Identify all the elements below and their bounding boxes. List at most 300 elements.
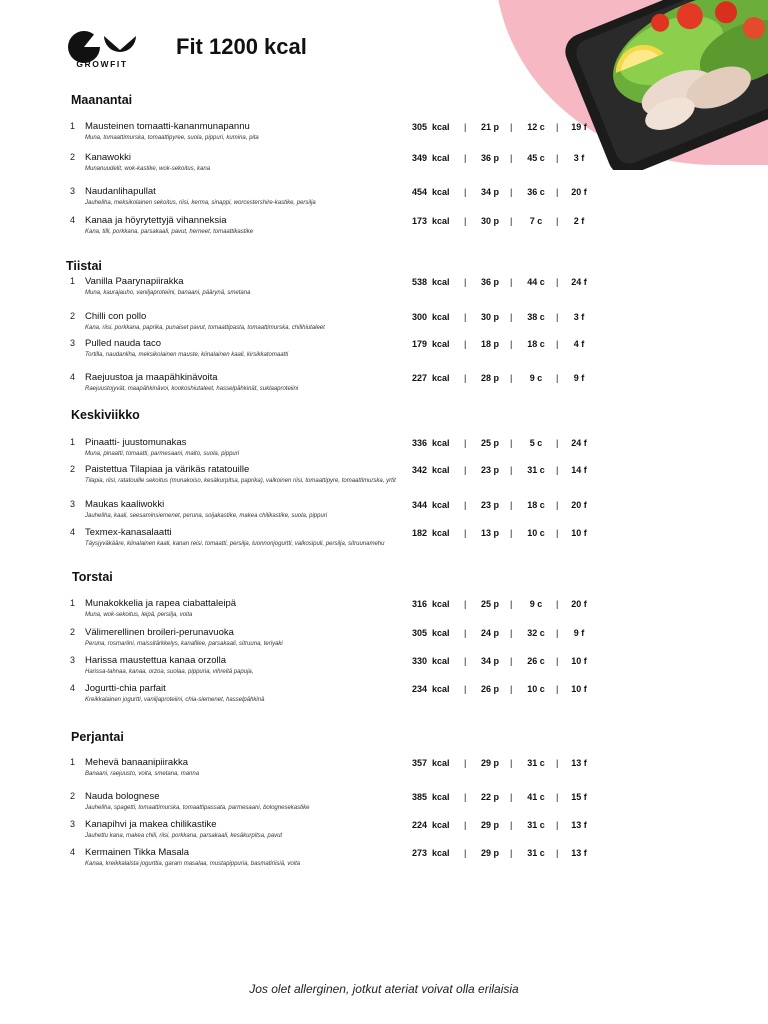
protein-unit: p bbox=[493, 656, 500, 666]
meal-number: 3 bbox=[70, 655, 76, 665]
carbs-cell bbox=[521, 153, 551, 163]
column-separator: | bbox=[464, 758, 467, 768]
column-separator: | bbox=[556, 187, 559, 197]
meal-ingredients: Kanaa, kreikkalaista jogurttia, garam masalaa, mustapippuria, basmatiriisiä, voita bbox=[85, 861, 301, 867]
carbs-cell bbox=[521, 684, 551, 694]
fat-cell bbox=[566, 758, 592, 768]
column-separator: | bbox=[510, 216, 513, 226]
fat-value: 3 bbox=[573, 312, 579, 322]
kcal-value: 173 bbox=[411, 216, 427, 226]
meal-name: Pulled nauda taco bbox=[85, 338, 162, 349]
fat-cell bbox=[566, 277, 592, 287]
column-separator: | bbox=[556, 500, 559, 510]
protein-unit: p bbox=[493, 684, 500, 694]
meal-number: 4 bbox=[70, 683, 76, 693]
fat-unit: f bbox=[583, 684, 587, 694]
carbs-unit: c bbox=[537, 373, 543, 383]
kcal-unit: kcal bbox=[432, 848, 450, 858]
protein-unit: p bbox=[493, 848, 500, 858]
fat-value: 13 bbox=[571, 820, 582, 830]
kcal-value: 336 bbox=[411, 438, 427, 448]
carbs-cell bbox=[521, 628, 551, 638]
protein-value: 29 bbox=[480, 820, 491, 830]
protein-cell bbox=[475, 758, 505, 768]
meal-number: 3 bbox=[70, 499, 76, 509]
protein-cell bbox=[475, 528, 505, 538]
protein-unit: p bbox=[493, 373, 500, 383]
fat-value: 2 bbox=[573, 216, 579, 226]
carbs-unit: c bbox=[539, 312, 545, 322]
protein-cell bbox=[475, 438, 505, 448]
protein-cell bbox=[475, 312, 505, 322]
meal-name: Harissa maustettua kanaa orzolla bbox=[85, 655, 226, 666]
protein-cell bbox=[475, 599, 505, 609]
kcal-unit: kcal bbox=[432, 628, 450, 638]
column-separator: | bbox=[556, 153, 559, 163]
meal-number: 4 bbox=[70, 215, 76, 225]
meal-ingredients: Muna, pinaatti, tomaatti, parmesaani, maito, suola, pippuri bbox=[85, 451, 240, 457]
column-separator: | bbox=[464, 312, 467, 322]
fat-cell bbox=[566, 599, 592, 609]
carbs-value: 9 bbox=[529, 599, 535, 609]
fat-value: 13 bbox=[571, 848, 582, 858]
carbs-unit: c bbox=[539, 465, 545, 475]
column-separator: | bbox=[510, 792, 513, 802]
meal-number: 2 bbox=[70, 627, 76, 637]
column-separator: | bbox=[510, 656, 513, 666]
fat-unit: f bbox=[583, 465, 587, 475]
carbs-cell bbox=[521, 465, 551, 475]
fat-value: 19 bbox=[571, 122, 582, 132]
column-separator: | bbox=[556, 277, 559, 287]
column-separator: | bbox=[556, 820, 559, 830]
column-separator: | bbox=[556, 599, 559, 609]
kcal-unit: kcal bbox=[432, 758, 450, 768]
kcal-value: 330 bbox=[411, 656, 427, 666]
column-separator: | bbox=[556, 312, 559, 322]
carbs-value: 31 bbox=[527, 848, 538, 858]
protein-value: 28 bbox=[480, 373, 491, 383]
column-separator: | bbox=[556, 438, 559, 448]
kcal-value: 305 bbox=[411, 628, 427, 638]
column-separator: | bbox=[510, 373, 513, 383]
column-separator: | bbox=[464, 339, 467, 349]
column-separator: | bbox=[510, 528, 513, 538]
kcal-unit: kcal bbox=[432, 684, 450, 694]
fat-cell bbox=[566, 848, 592, 858]
protein-value: 30 bbox=[480, 216, 491, 226]
meal-number: 1 bbox=[70, 757, 76, 767]
protein-cell bbox=[475, 277, 505, 287]
carbs-value: 31 bbox=[527, 820, 538, 830]
protein-cell bbox=[475, 216, 505, 226]
carbs-unit: c bbox=[539, 628, 545, 638]
fat-cell bbox=[566, 656, 592, 666]
protein-unit: p bbox=[493, 465, 500, 475]
fat-value: 13 bbox=[571, 758, 582, 768]
meal-number: 1 bbox=[70, 598, 76, 608]
carbs-value: 44 bbox=[527, 277, 538, 287]
protein-value: 24 bbox=[480, 628, 491, 638]
column-separator: | bbox=[464, 187, 467, 197]
protein-value: 23 bbox=[480, 500, 491, 510]
carbs-unit: c bbox=[539, 187, 545, 197]
column-separator: | bbox=[510, 122, 513, 132]
meal-ingredients: Tortilla, naudanliha, meksikolainen mauste, kiinalainen kaali, kirsikkatomaatti bbox=[85, 352, 289, 358]
column-separator: | bbox=[510, 339, 513, 349]
meal-name: Vanilla Paarynapiirakka bbox=[85, 276, 184, 287]
meal-ingredients: Kana, tilli, porkkana, parsakaali, pavut, herneet, tomaattikastike bbox=[85, 229, 254, 235]
fat-value: 3 bbox=[573, 153, 579, 163]
carbs-value: 10 bbox=[527, 684, 538, 694]
fat-cell bbox=[566, 187, 592, 197]
day-heading: Tiistai bbox=[66, 259, 102, 273]
fat-cell bbox=[566, 122, 592, 132]
protein-cell bbox=[475, 339, 505, 349]
column-separator: | bbox=[556, 216, 559, 226]
carbs-value: 26 bbox=[527, 656, 538, 666]
carbs-cell bbox=[521, 848, 551, 858]
protein-unit: p bbox=[493, 153, 500, 163]
fat-unit: f bbox=[583, 277, 587, 287]
carbs-unit: c bbox=[539, 339, 545, 349]
meal-name: Paistettua Tilapiaa ja värikäs ratatouille bbox=[85, 464, 250, 475]
day-heading: Maanantai bbox=[71, 93, 133, 107]
carbs-value: 36 bbox=[527, 187, 538, 197]
protein-unit: p bbox=[493, 599, 500, 609]
fat-unit: f bbox=[581, 628, 585, 638]
kcal-value: 179 bbox=[411, 339, 427, 349]
day-heading: Perjantai bbox=[71, 730, 124, 744]
kcal-unit: kcal bbox=[432, 599, 450, 609]
meal-number: 2 bbox=[70, 311, 76, 321]
protein-cell bbox=[475, 465, 505, 475]
fat-value: 20 bbox=[571, 500, 582, 510]
protein-value: 34 bbox=[480, 656, 491, 666]
meal-ingredients: Kreikkalainen jogurtti, vaniljaproteiini, chia-siemenet, hasselpähkinä bbox=[85, 697, 265, 703]
carbs-cell bbox=[521, 216, 551, 226]
column-separator: | bbox=[464, 500, 467, 510]
meal-number: 2 bbox=[70, 152, 76, 162]
meal-name: Maukas kaaliwokki bbox=[85, 499, 165, 510]
column-separator: | bbox=[464, 792, 467, 802]
fat-unit: f bbox=[583, 122, 587, 132]
kcal-unit: kcal bbox=[432, 528, 450, 538]
kcal-value: 234 bbox=[411, 684, 427, 694]
protein-cell bbox=[475, 792, 505, 802]
carbs-unit: c bbox=[539, 684, 545, 694]
protein-value: 36 bbox=[480, 277, 491, 287]
kcal-unit: kcal bbox=[432, 500, 450, 510]
kcal-value: 385 bbox=[411, 792, 427, 802]
carbs-unit: c bbox=[537, 438, 543, 448]
column-separator: | bbox=[464, 153, 467, 163]
fat-value: 14 bbox=[571, 465, 582, 475]
meal-ingredients: Jauheliha, meksikolainen sekoitus, riisi, kerma, sinappi, worcestershire-kastike, persilja bbox=[85, 200, 316, 206]
carbs-value: 31 bbox=[527, 465, 538, 475]
fat-unit: f bbox=[583, 438, 587, 448]
allergy-note: Jos olet allerginen, jotkut ateriat voivat olla erilaisia bbox=[249, 982, 519, 996]
fat-value: 4 bbox=[573, 339, 579, 349]
meal-name: Mehevä banaanipiirakka bbox=[85, 757, 188, 768]
column-separator: | bbox=[510, 758, 513, 768]
fat-unit: f bbox=[583, 820, 587, 830]
carbs-cell bbox=[521, 820, 551, 830]
protein-value: 26 bbox=[480, 684, 491, 694]
protein-unit: p bbox=[493, 277, 500, 287]
fat-unit: f bbox=[581, 153, 585, 163]
column-separator: | bbox=[464, 848, 467, 858]
carbs-cell bbox=[521, 187, 551, 197]
column-separator: | bbox=[556, 628, 559, 638]
meal-ingredients: Jauheliha, spagetti, tomaattimurska, tomaattipassata, parmesaani, bolognesekastike bbox=[85, 805, 310, 811]
meal-ingredients: Jauhettu kana, makea chili, riisi, porkkana, parsakaali, kesäkurpitsa, pavut bbox=[85, 833, 283, 839]
protein-cell bbox=[475, 848, 505, 858]
meal-number: 4 bbox=[70, 372, 76, 382]
carbs-value: 31 bbox=[527, 758, 538, 768]
protein-value: 30 bbox=[480, 312, 491, 322]
meal-number: 4 bbox=[70, 527, 76, 537]
protein-unit: p bbox=[493, 187, 500, 197]
protein-value: 25 bbox=[480, 438, 491, 448]
carbs-unit: c bbox=[537, 599, 543, 609]
column-separator: | bbox=[510, 599, 513, 609]
fat-cell bbox=[566, 339, 592, 349]
carbs-cell bbox=[521, 599, 551, 609]
fat-value: 15 bbox=[571, 792, 582, 802]
protein-cell bbox=[475, 373, 505, 383]
kcal-value: 227 bbox=[411, 373, 427, 383]
fat-cell bbox=[566, 438, 592, 448]
column-separator: | bbox=[556, 848, 559, 858]
fat-unit: f bbox=[583, 500, 587, 510]
fat-unit: f bbox=[583, 792, 587, 802]
protein-value: 21 bbox=[480, 122, 491, 132]
carbs-cell bbox=[521, 758, 551, 768]
kcal-unit: kcal bbox=[432, 656, 450, 666]
protein-unit: p bbox=[493, 438, 500, 448]
kcal-value: 224 bbox=[411, 820, 427, 830]
column-separator: | bbox=[464, 216, 467, 226]
meal-number: 1 bbox=[70, 276, 76, 286]
carbs-unit: c bbox=[539, 656, 545, 666]
meal-number: 4 bbox=[70, 847, 76, 857]
fat-value: 9 bbox=[573, 373, 579, 383]
carbs-cell bbox=[521, 656, 551, 666]
column-separator: | bbox=[556, 339, 559, 349]
fat-unit: f bbox=[581, 312, 585, 322]
column-separator: | bbox=[464, 656, 467, 666]
carbs-unit: c bbox=[539, 820, 545, 830]
fat-unit: f bbox=[581, 339, 585, 349]
kcal-unit: kcal bbox=[432, 187, 450, 197]
carbs-unit: c bbox=[539, 792, 545, 802]
kcal-value: 300 bbox=[411, 312, 427, 322]
meal-name: Munakokkelia ja rapea ciabattaleipä bbox=[85, 598, 237, 609]
carbs-value: 41 bbox=[527, 792, 538, 802]
meal-name: Kanapihvi ja makea chilikastike bbox=[85, 819, 217, 830]
day-heading: Torstai bbox=[72, 570, 113, 584]
column-separator: | bbox=[556, 465, 559, 475]
carbs-unit: c bbox=[539, 277, 545, 287]
meal-name: Kanawokki bbox=[85, 152, 131, 163]
fat-cell bbox=[566, 465, 592, 475]
meal-number: 3 bbox=[70, 819, 76, 829]
protein-unit: p bbox=[493, 312, 500, 322]
protein-unit: p bbox=[493, 216, 500, 226]
meal-ingredients: Muna, tomaattimurska, tomaattipyree, suola, pippuri, kumina, pita bbox=[85, 135, 259, 141]
kcal-unit: kcal bbox=[432, 820, 450, 830]
kcal-unit: kcal bbox=[432, 373, 450, 383]
fat-cell bbox=[566, 792, 592, 802]
fat-unit: f bbox=[583, 656, 587, 666]
meal-name: Kanaa ja höyrytettyjä vihanneksia bbox=[85, 215, 227, 226]
meal-name: Naudanlihapullat bbox=[85, 186, 156, 197]
carbs-value: 10 bbox=[527, 528, 538, 538]
column-separator: | bbox=[556, 792, 559, 802]
column-separator: | bbox=[464, 122, 467, 132]
column-separator: | bbox=[510, 628, 513, 638]
meal-number: 2 bbox=[70, 464, 76, 474]
protein-cell bbox=[475, 122, 505, 132]
fat-value: 20 bbox=[571, 187, 582, 197]
meal-ingredients: Peruna, rosmariini, maissitärkkelys, kanafilee, parsakaali, sitruuna, teriyaki bbox=[85, 641, 283, 647]
protein-value: 13 bbox=[480, 528, 491, 538]
protein-unit: p bbox=[493, 820, 500, 830]
kcal-value: 349 bbox=[411, 153, 427, 163]
protein-value: 18 bbox=[480, 339, 491, 349]
carbs-value: 38 bbox=[527, 312, 538, 322]
column-separator: | bbox=[556, 656, 559, 666]
protein-unit: p bbox=[493, 500, 500, 510]
kcal-unit: kcal bbox=[432, 277, 450, 287]
column-separator: | bbox=[510, 312, 513, 322]
carbs-cell bbox=[521, 792, 551, 802]
column-separator: | bbox=[510, 438, 513, 448]
protein-cell bbox=[475, 684, 505, 694]
protein-cell bbox=[475, 153, 505, 163]
protein-unit: p bbox=[493, 792, 500, 802]
carbs-cell bbox=[521, 438, 551, 448]
carbs-unit: c bbox=[539, 758, 545, 768]
carbs-value: 18 bbox=[527, 339, 538, 349]
column-separator: | bbox=[464, 628, 467, 638]
fat-cell bbox=[566, 628, 592, 638]
column-separator: | bbox=[464, 373, 467, 383]
fat-cell bbox=[566, 312, 592, 322]
page-title: Fit 1200 kcal bbox=[176, 34, 307, 59]
meal-ingredients: Tilapia, riisi, ratatouille sekoitus (munakoiso, kesäkurpitsa, paprika), valkoinen riisi, tomaattipyre, tomaattimurska, yrtit bbox=[85, 478, 396, 484]
fat-cell bbox=[566, 373, 592, 383]
carbs-cell bbox=[521, 500, 551, 510]
fat-cell bbox=[566, 153, 592, 163]
carbs-cell bbox=[521, 312, 551, 322]
fat-value: 10 bbox=[571, 656, 582, 666]
fat-value: 24 bbox=[571, 277, 582, 287]
column-separator: | bbox=[556, 684, 559, 694]
protein-cell bbox=[475, 820, 505, 830]
fat-unit: f bbox=[581, 216, 585, 226]
meal-number: 3 bbox=[70, 338, 76, 348]
kcal-unit: kcal bbox=[432, 339, 450, 349]
protein-value: 23 bbox=[480, 465, 491, 475]
kcal-value: 357 bbox=[411, 758, 427, 768]
meal-number: 2 bbox=[70, 791, 76, 801]
carbs-value: 9 bbox=[529, 373, 535, 383]
kcal-unit: kcal bbox=[432, 465, 450, 475]
day-heading: Keskiviikko bbox=[71, 408, 140, 422]
carbs-value: 12 bbox=[527, 122, 538, 132]
fat-unit: f bbox=[583, 848, 587, 858]
carbs-cell bbox=[521, 528, 551, 538]
meal-ingredients: Harissa-tahnaa, kanaa, orzoa, suolaa, pippuria, vihreitä papuja, bbox=[85, 669, 254, 675]
meal-name: Kermainen Tikka Masala bbox=[85, 847, 190, 858]
carbs-value: 7 bbox=[529, 216, 535, 226]
fat-value: 10 bbox=[571, 528, 582, 538]
carbs-unit: c bbox=[537, 216, 543, 226]
column-separator: | bbox=[510, 277, 513, 287]
meal-ingredients: Banaani, raejuusto, voita, smetana, manna bbox=[85, 771, 200, 777]
brand-name: GROWFIT bbox=[76, 59, 128, 69]
protein-value: 36 bbox=[480, 153, 491, 163]
carbs-cell bbox=[521, 122, 551, 132]
protein-cell bbox=[475, 656, 505, 666]
column-separator: | bbox=[510, 684, 513, 694]
fat-unit: f bbox=[583, 528, 587, 538]
fat-value: 10 bbox=[571, 684, 582, 694]
meal-ingredients: Jauheliha, kaali, seesaminsiemenet, peruna, soijakastike, makea chilikastike, suola, pippuri bbox=[85, 513, 328, 519]
kcal-value: 316 bbox=[411, 599, 427, 609]
column-separator: | bbox=[464, 277, 467, 287]
column-separator: | bbox=[464, 465, 467, 475]
kcal-value: 344 bbox=[411, 500, 427, 510]
meal-name: Nauda bolognese bbox=[85, 791, 160, 802]
meal-box-photo bbox=[560, 0, 768, 170]
meal-name: Raejuustoa ja maapähkinävoita bbox=[85, 372, 218, 383]
column-separator: | bbox=[556, 122, 559, 132]
protein-cell bbox=[475, 187, 505, 197]
meal-ingredients: Muna, wok-sekoitus, leipä, persilja, voita bbox=[85, 612, 193, 618]
kcal-value: 273 bbox=[411, 848, 427, 858]
kcal-value: 305 bbox=[411, 122, 427, 132]
protein-cell bbox=[475, 500, 505, 510]
fat-value: 24 bbox=[571, 438, 582, 448]
carbs-cell bbox=[521, 373, 551, 383]
protein-unit: p bbox=[493, 758, 500, 768]
protein-value: 25 bbox=[480, 599, 491, 609]
carbs-unit: c bbox=[539, 153, 545, 163]
carbs-value: 32 bbox=[527, 628, 538, 638]
fat-value: 20 bbox=[571, 599, 582, 609]
fat-unit: f bbox=[581, 373, 585, 383]
protein-unit: p bbox=[493, 528, 500, 538]
column-separator: | bbox=[510, 465, 513, 475]
kcal-value: 342 bbox=[411, 465, 427, 475]
protein-unit: p bbox=[493, 628, 500, 638]
column-separator: | bbox=[464, 820, 467, 830]
meal-number: 1 bbox=[70, 437, 76, 447]
meal-number: 1 bbox=[70, 121, 76, 131]
column-separator: | bbox=[556, 373, 559, 383]
protein-value: 29 bbox=[480, 848, 491, 858]
meal-ingredients: Munanuudelit, wok-kastike, wok-sekoitus, kana bbox=[85, 166, 211, 172]
carbs-unit: c bbox=[539, 122, 545, 132]
meal-name: Välimerellinen broileri-perunavuoka bbox=[85, 627, 234, 638]
meal-box-illustration bbox=[560, 0, 768, 170]
fat-cell bbox=[566, 500, 592, 510]
fat-value: 9 bbox=[573, 628, 579, 638]
carbs-value: 45 bbox=[527, 153, 538, 163]
